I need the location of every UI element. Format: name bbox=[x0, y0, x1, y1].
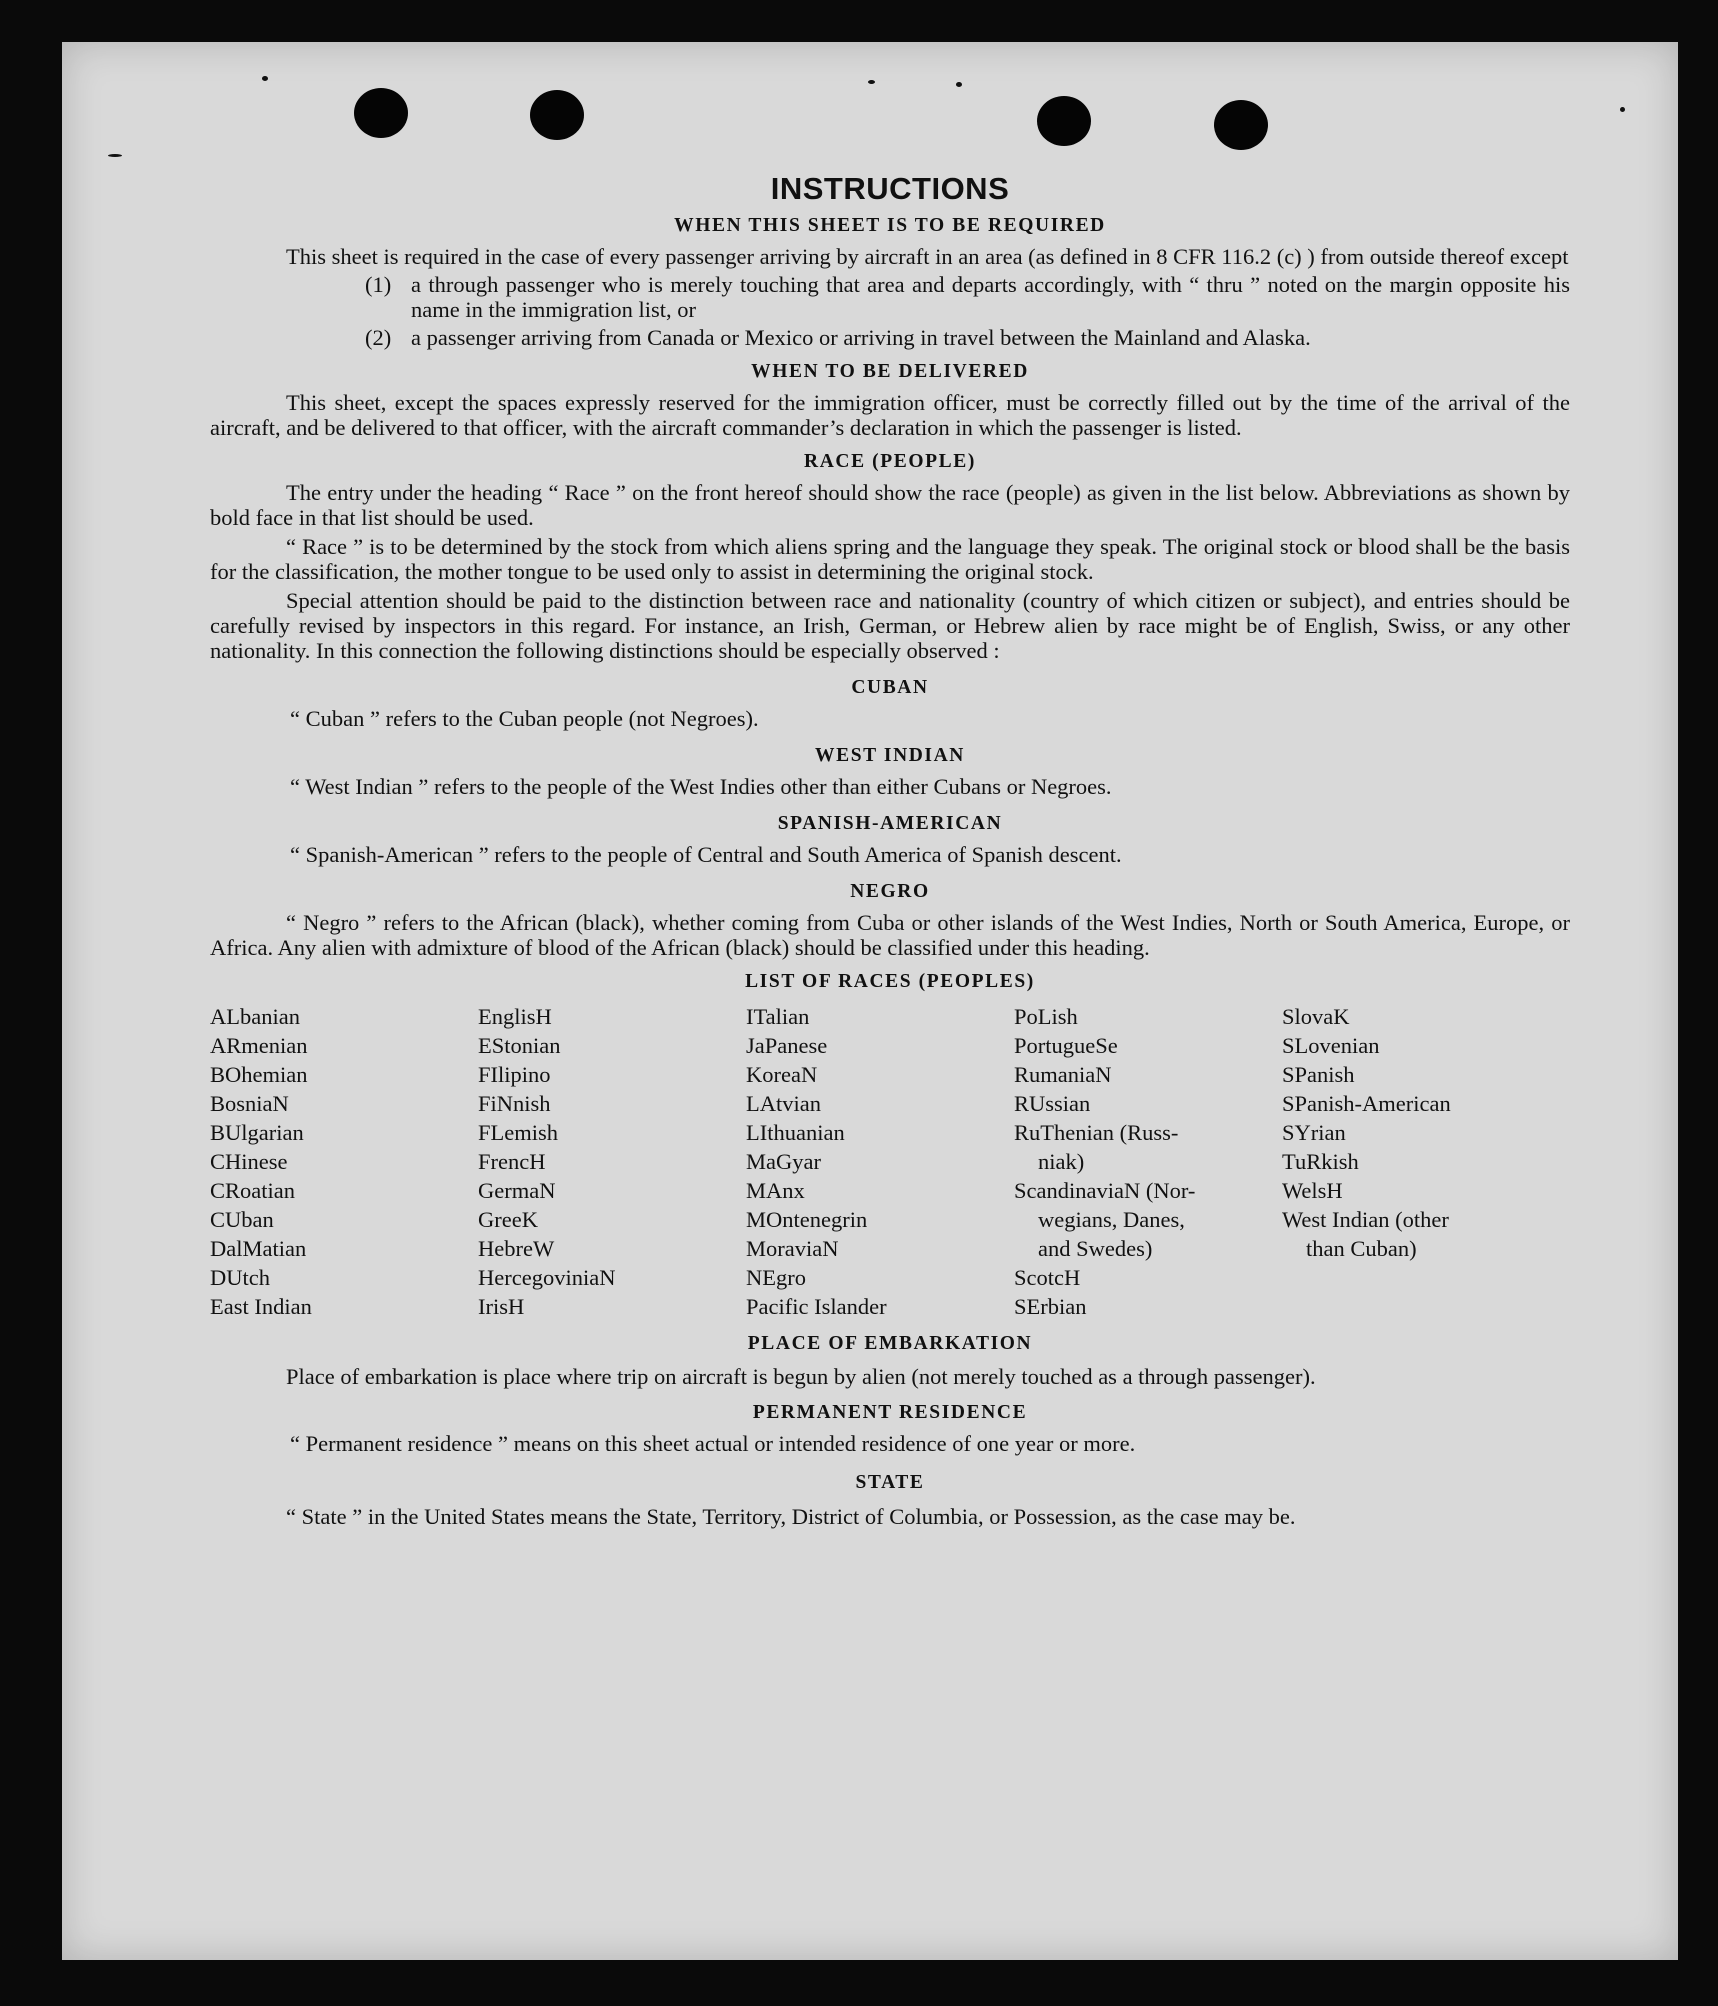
race-entry: BOhemian bbox=[210, 1062, 308, 1087]
list-item bbox=[365, 325, 1570, 350]
paragraph: “ Cuban ” refers to the Cuban people (not Negroes). bbox=[290, 706, 759, 731]
race-entry: CUban bbox=[210, 1207, 274, 1232]
punch-hole bbox=[1037, 96, 1091, 146]
race-entry: Pacific Islander bbox=[746, 1294, 887, 1319]
race-entry: LIthuanian bbox=[746, 1120, 845, 1145]
section-heading: CUBAN bbox=[851, 677, 929, 698]
race-entry: ALbanian bbox=[210, 1004, 300, 1029]
races-column bbox=[1282, 1002, 1550, 1321]
race-entry: LAtvian bbox=[746, 1091, 821, 1116]
speck bbox=[1620, 107, 1625, 112]
item-number: (2) bbox=[365, 325, 392, 350]
races-column bbox=[746, 1002, 1014, 1321]
race-entry: PoLish bbox=[1014, 1004, 1078, 1029]
race-entry: RUssian bbox=[1014, 1091, 1091, 1116]
race-entry: EnglisH bbox=[478, 1004, 552, 1029]
paragraph: “ West Indian ” refers to the people of the West Indies other than either Cubans or Negroes. bbox=[290, 774, 1112, 799]
paragraph: “ Spanish-American ” refers to the people of Central and South America of Spanish descent. bbox=[290, 842, 1122, 867]
race-entry: RumaniaN bbox=[1014, 1062, 1112, 1087]
section-heading: PERMANENT RESIDENCE bbox=[752, 1402, 1028, 1423]
race-entry: FrencH bbox=[478, 1149, 546, 1174]
race-entry-continuation: than Cuban) bbox=[1306, 1236, 1417, 1261]
race-entry: CHinese bbox=[210, 1149, 288, 1174]
speck bbox=[262, 76, 268, 81]
race-entry: NEgro bbox=[746, 1265, 806, 1290]
paragraph: This sheet is required in the case of every passenger arriving by aircraft in an area (as defined in 8 CFR 116.2 (c) ) from outside thereof except bbox=[286, 244, 1569, 269]
race-entry: GreeK bbox=[478, 1207, 538, 1232]
section-heading: STATE bbox=[855, 1472, 925, 1493]
race-entry-continuation: niak) bbox=[1038, 1149, 1085, 1174]
races-column bbox=[210, 1002, 478, 1321]
section-heading: WEST INDIAN bbox=[815, 745, 965, 766]
punch-hole bbox=[354, 88, 408, 138]
race-entry: SErbian bbox=[1014, 1294, 1087, 1319]
section-heading: RACE (PEOPLE) bbox=[804, 451, 976, 472]
race-entry: East Indian bbox=[210, 1294, 312, 1319]
section-heading: LIST OF RACES (PEOPLES) bbox=[745, 971, 1035, 992]
race-entry: MaGyar bbox=[746, 1149, 821, 1174]
race-entry: FIlipino bbox=[478, 1062, 551, 1087]
race-entry: SPanish bbox=[1282, 1062, 1355, 1087]
document-sheet bbox=[62, 42, 1678, 1960]
instructions-body bbox=[210, 170, 1570, 1532]
section-heading: NEGRO bbox=[850, 881, 930, 902]
race-entry: DUtch bbox=[210, 1265, 270, 1290]
paragraph: Place of embarkation is place where trip on aircraft is begun by alien (not merely touched as a through passenger). bbox=[286, 1364, 1316, 1389]
list-item bbox=[365, 272, 1570, 322]
race-entry: EStonian bbox=[478, 1033, 561, 1058]
race-entry: SLovenian bbox=[1282, 1033, 1380, 1058]
race-entry: MAnx bbox=[746, 1178, 805, 1203]
race-entry: HebreW bbox=[478, 1236, 555, 1261]
paragraph: “ Negro ” refers to the African (black), whether coming from Cuba or other islands of the West Indies, North or South America, Europe, or Africa. Any alien with admixture of blood of the African (black) should be classified under this heading. bbox=[210, 910, 1570, 960]
race-entry: HercegoviniaN bbox=[478, 1265, 616, 1290]
race-entry: ScotcH bbox=[1014, 1265, 1081, 1290]
paragraph: “ Race ” is to be determined by the stock from which aliens spring and the language they speak. The original stock or blood shall be the basis for the classification, the mother tongue to be used only to assist in determining the original stock. bbox=[210, 534, 1570, 584]
race-entry: ARmenian bbox=[210, 1033, 308, 1058]
speck bbox=[956, 82, 962, 87]
paragraph: Special attention should be paid to the distinction between race and nationality (country of which citizen or subject), and entries should be carefully revised by inspectors in this regard. For instance, an Irish, German, or Hebrew alien by race might be of English, Swiss, or any other nationality. In this connection the following distinctions should be especially observed : bbox=[210, 588, 1570, 663]
race-entry: SlovaK bbox=[1282, 1004, 1350, 1029]
race-entry: RuThenian (Russ- bbox=[1014, 1120, 1179, 1145]
item-text: a through passenger who is merely touching that area and departs accordingly, with “ thru ” noted on the margin opposite his name in the immigration list, or bbox=[411, 272, 1570, 322]
speck bbox=[108, 154, 122, 157]
race-entry: BUlgarian bbox=[210, 1120, 304, 1145]
races-list bbox=[210, 1002, 1570, 1321]
punch-hole bbox=[530, 90, 584, 140]
race-entry-continuation: and Swedes) bbox=[1038, 1236, 1153, 1261]
page-title: INSTRUCTIONS bbox=[770, 171, 1010, 206]
section-heading: WHEN THIS SHEET IS TO BE REQUIRED bbox=[674, 215, 1106, 236]
race-entry: WelsH bbox=[1282, 1178, 1343, 1203]
race-entry: IrisH bbox=[478, 1294, 525, 1319]
race-entry: West Indian (other bbox=[1282, 1207, 1449, 1232]
item-text: a passenger arriving from Canada or Mexico or arriving in travel between the Mainland and Alaska. bbox=[411, 325, 1311, 350]
race-entry: TuRkish bbox=[1282, 1149, 1359, 1174]
race-entry: MoraviaN bbox=[746, 1236, 839, 1261]
race-entry: PortugueSe bbox=[1014, 1033, 1118, 1058]
race-entry: KoreaN bbox=[746, 1062, 818, 1087]
punch-hole bbox=[1214, 100, 1268, 150]
race-entry: MOntenegrin bbox=[746, 1207, 868, 1232]
section-heading: SPANISH-AMERICAN bbox=[777, 813, 1003, 834]
race-entry: SYrian bbox=[1282, 1120, 1346, 1145]
item-number: (1) bbox=[365, 272, 392, 297]
race-entry-continuation: wegians, Danes, bbox=[1038, 1207, 1185, 1232]
race-entry: JaPanese bbox=[746, 1033, 828, 1058]
races-column bbox=[478, 1002, 746, 1321]
speck bbox=[868, 80, 875, 84]
paragraph: “ State ” in the United States means the State, Territory, District of Columbia, or Possession, as the case may be. bbox=[286, 1504, 1296, 1529]
paragraph: The entry under the heading “ Race ” on the front hereof should show the race (people) as given in the list below. Abbreviations as shown by bold face in that list should be used. bbox=[210, 480, 1570, 530]
race-entry: DalMatian bbox=[210, 1236, 307, 1261]
race-entry: BosniaN bbox=[210, 1091, 289, 1116]
race-entry: GermaN bbox=[478, 1178, 556, 1203]
paragraph: This sheet, except the spaces expressly reserved for the immigration officer, must be correctly filled out by the time of the arrival of the aircraft, and be delivered to that officer, with the aircraft commander’s declaration in which the passenger is listed. bbox=[210, 390, 1570, 440]
race-entry: FLemish bbox=[478, 1120, 559, 1145]
races-column bbox=[1014, 1002, 1282, 1321]
race-entry: ITalian bbox=[746, 1004, 810, 1029]
paragraph: “ Permanent residence ” means on this sheet actual or intended residence of one year or more. bbox=[290, 1431, 1136, 1456]
section-heading: PLACE OF EMBARKATION bbox=[747, 1333, 1033, 1354]
section-heading: WHEN TO BE DELIVERED bbox=[751, 361, 1029, 382]
race-entry: FiNnish bbox=[478, 1091, 551, 1116]
race-entry: SPanish-American bbox=[1282, 1091, 1451, 1116]
race-entry: CRoatian bbox=[210, 1178, 295, 1203]
race-entry: ScandinaviaN (Nor- bbox=[1014, 1178, 1196, 1203]
